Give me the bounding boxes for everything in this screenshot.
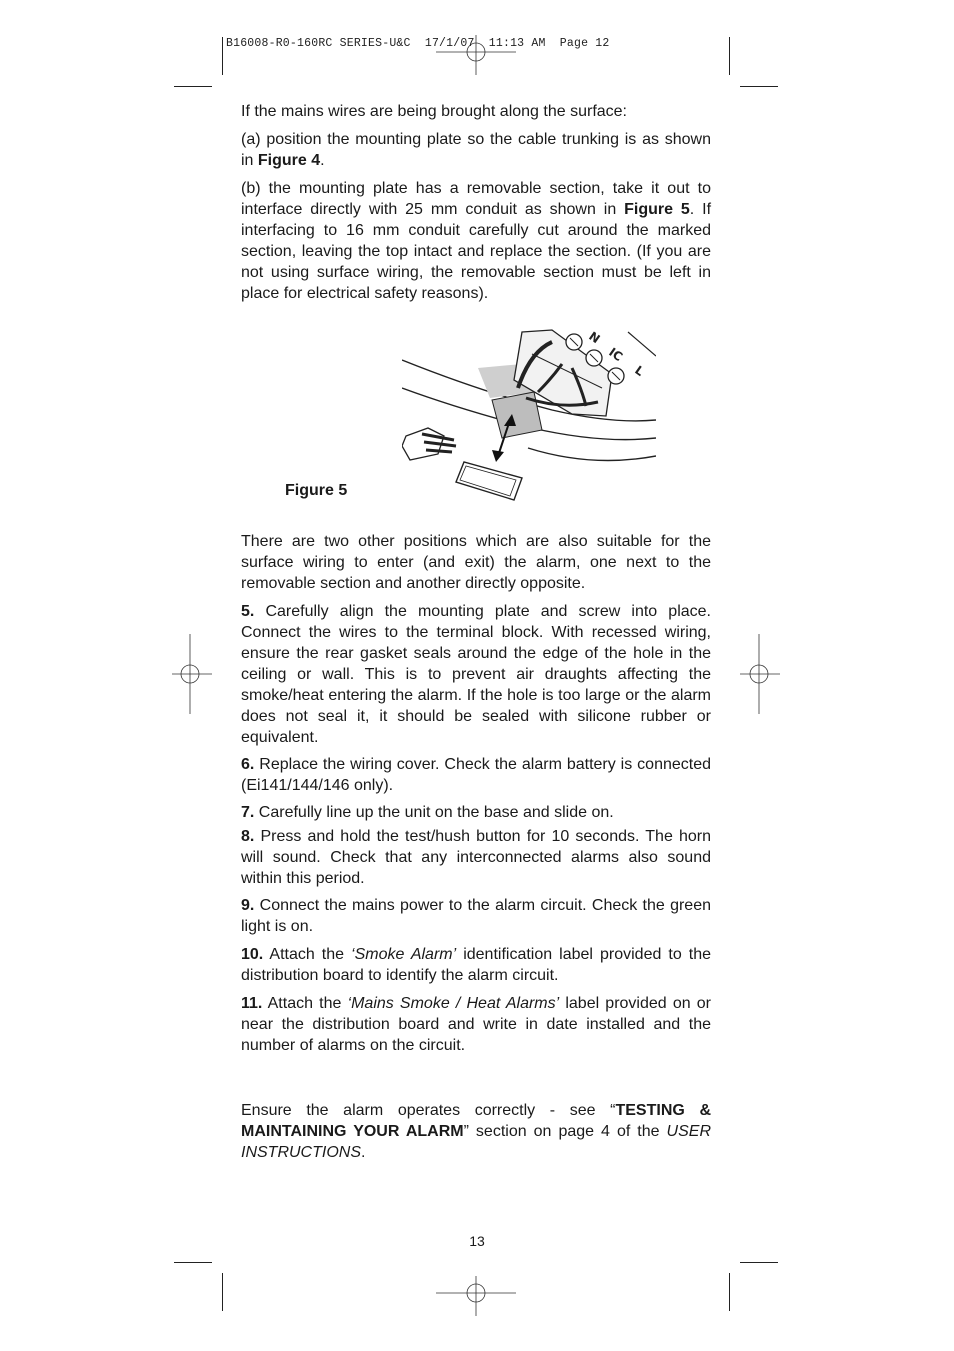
main-text-block — [241, 531, 711, 1056]
registration-mark-right — [740, 634, 780, 714]
para-a-end: . — [320, 152, 325, 169]
step-5-number: 5. — [241, 603, 255, 620]
figure-5-caption: Figure 5 — [285, 482, 348, 499]
step-11-text: Attach the — [262, 995, 348, 1012]
step-9-text: Connect the mains power to the alarm circuit. Check the green light is on. — [241, 897, 711, 935]
smoke-alarm-label-name: ‘Smoke Alarm’ — [351, 946, 457, 963]
registration-mark-bottom — [436, 1276, 516, 1316]
step-5 — [241, 601, 711, 748]
step-11-number: 11. — [241, 995, 263, 1012]
step-6-text: Replace the wiring cover. Check the alarm battery is connected (Ei141/144/146 only). — [241, 756, 711, 794]
para-b — [241, 178, 711, 304]
top-text-block — [241, 101, 711, 304]
step-9 — [241, 895, 711, 937]
step-7-number: 7. — [241, 804, 255, 821]
para-a-text: (a) position the mounting plate so the cable trunking is as shown in — [241, 131, 711, 169]
slug-name: B16008-R0-160RC SERIES-U&C — [226, 37, 411, 50]
registration-mark-left — [172, 634, 212, 714]
crop-mark-bottom-left-v — [222, 1273, 223, 1311]
mains-label-name: ‘Mains Smoke / Heat Alarms’ — [347, 995, 560, 1012]
ensure-text: Ensure the alarm operates correctly - see “ — [241, 1102, 616, 1119]
step-7-text: Carefully line up the unit on the base and slide on. — [254, 804, 614, 821]
para-b-end: . If interfacing to 16 mm conduit carefully cut around the marked section, leaving the top intact and replace the section. (If you are not using surface wiring, the removable section must be left in place for electrical safety reasons). — [241, 201, 712, 302]
step-8-number: 8. — [241, 828, 255, 845]
ensure-mid: ” section on page 4 of the — [463, 1123, 667, 1140]
step-11 — [241, 993, 711, 1056]
step-8-text: Press and hold the test/hush button for 10 seconds. The horn will sound. Check that any interconnected alarms also sound within this period. — [241, 828, 711, 887]
figure-5-illustration — [402, 328, 656, 504]
step-7 — [241, 802, 711, 823]
user-instructions-ref: USER INSTRUCTIONS — [241, 1123, 711, 1161]
step-9-number: 9. — [241, 897, 255, 914]
slug-time: 11:13 AM — [488, 37, 546, 50]
ensure-paragraph — [241, 1100, 711, 1163]
crop-mark-top-right-h — [740, 86, 778, 87]
crop-mark-bottom-right-v — [729, 1273, 730, 1311]
step-6-number: 6. — [241, 756, 255, 773]
para-a — [241, 129, 711, 171]
terminal-label-ic: IC — [606, 344, 626, 365]
crop-mark-bottom-right-h — [740, 1262, 778, 1263]
step-11-end: label provided on or near the distribution board and write in date installed and the number of alarms on the circuit. — [241, 995, 712, 1054]
positions-paragraph: There are two other positions which are also suitable for the surface wiring to enter (and exit) the alarm, one next to the removable section and another directly opposite. — [241, 533, 711, 592]
ensure-end: . — [361, 1144, 366, 1161]
crop-mark-top-right-v — [729, 37, 730, 75]
slug-date: 17/1/07 — [424, 37, 475, 50]
step-10-text: Attach the — [263, 946, 352, 963]
figure-4-ref: Figure 4 — [257, 152, 321, 169]
para-b-text: (b) the mounting plate has a removable section, take it out to interface directly with 25 mm conduit as shown in — [241, 180, 711, 218]
crop-mark-top-left-v — [222, 37, 223, 75]
step-10-number: 10. — [241, 946, 264, 963]
testing-section-ref: TESTING & MAINTAINING YOUR ALARM — [241, 1102, 711, 1140]
step-10-end: identification label provided to the distribution board to identify the alarm circuit. — [241, 946, 711, 984]
crop-mark-bottom-left-h — [174, 1262, 212, 1263]
step-5-text: Carefully align the mounting plate and screw into place. Connect the wires to the terminal block. With recessed wiring, ensure the rear gasket seals around the edge of the hole in the ceiling or wall. This is to prevent air draughts affecting the smoke/heat entering the alarm. If the hole is too large or the alarm does not seal it, it should be sealed with silicone rubber or equivalent. — [241, 603, 711, 746]
crop-mark-top-left-h — [174, 86, 212, 87]
ensure-block — [241, 1100, 711, 1163]
step-6 — [241, 754, 711, 796]
step-8 — [241, 826, 711, 889]
intro-paragraph: If the mains wires are being brought along the surface: — [241, 103, 627, 120]
figure-5-ref: Figure 5 — [624, 201, 690, 218]
terminal-label-l: L — [632, 362, 647, 379]
slug-page-label: Page 12 — [559, 37, 610, 50]
step-10 — [241, 944, 711, 986]
print-slug-header — [226, 37, 610, 50]
page-number: 13 — [469, 1233, 485, 1249]
terminal-label-n: N — [586, 328, 603, 347]
